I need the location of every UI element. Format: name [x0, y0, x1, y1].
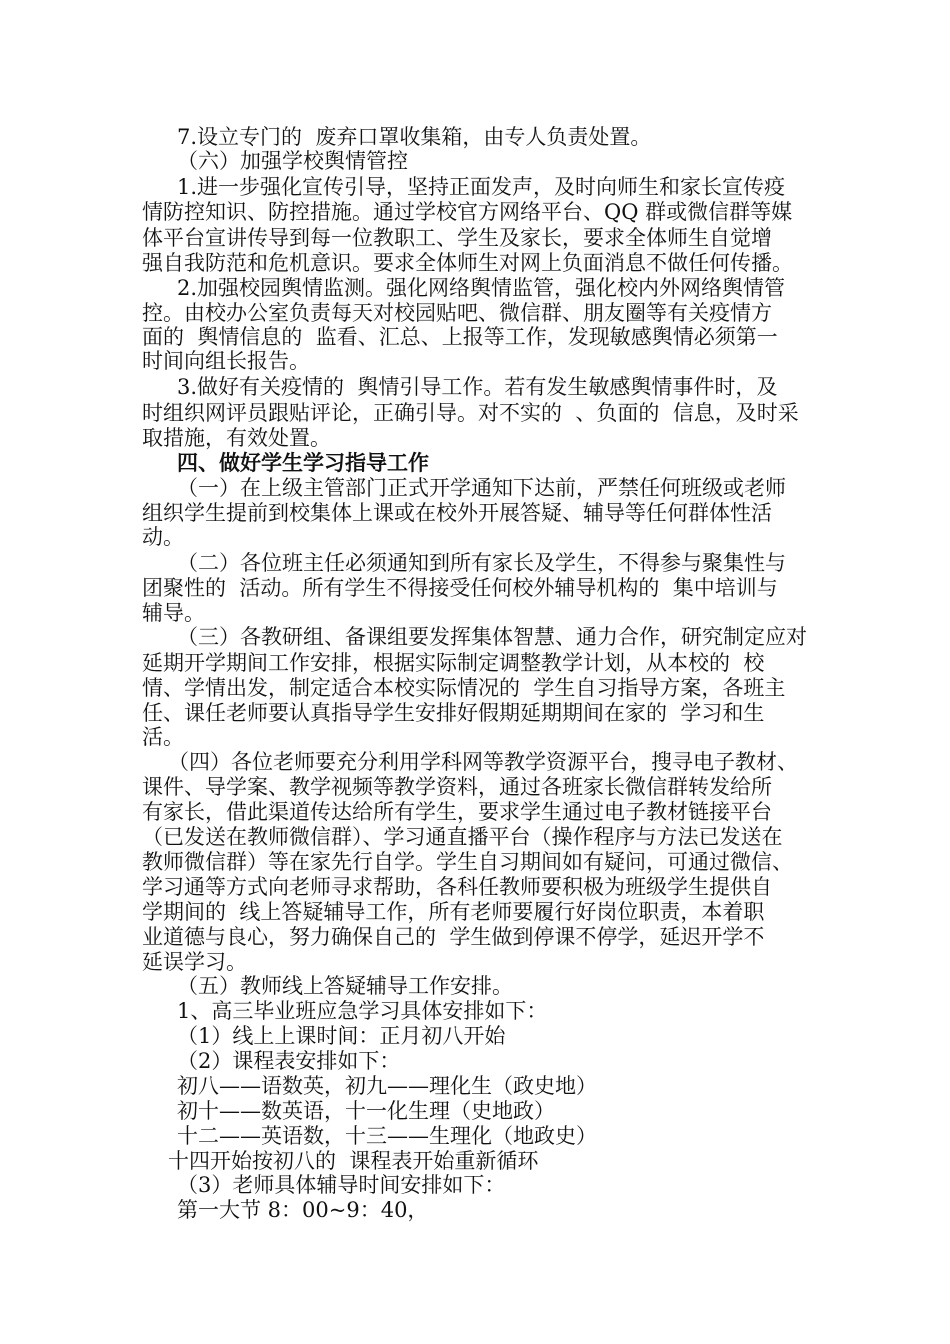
paragraph-line: 时间向组长报告。 [142, 349, 310, 373]
paragraph-line: 学期间的 线上答疑辅导工作，所有老师要履行好岗位职责，本着职 [142, 900, 765, 924]
paragraph-line: 1、高三毕业班应急学习具体安排如下： [177, 999, 548, 1023]
paragraph-line: 情、学情出发，制定适合本校实际情况的 学生自习指导方案，各班主 [142, 676, 786, 700]
paragraph-line: 取措施，有效处置。 [142, 426, 331, 450]
paragraph-line: 团聚性的 活动。所有学生不得接受任何校外辅导机构的 集中培训与 [142, 576, 778, 600]
paragraph-line: 1.进一步强化宣传引导，坚持正面发声，及时向师生和家长宣传疫 [177, 175, 786, 199]
schedule-line: 初八——语数英，初九——理化生（政史地） [177, 1074, 597, 1098]
paragraph-line: 3.做好有关疫情的 舆情引导工作。若有发生敏感舆情事件时，及 [177, 375, 778, 399]
paragraph-line: 控。由校办公室负责每天对校园贴吧、微信群、朋友圈等有关疫情方 [142, 301, 772, 325]
paragraph-line: 体平台宣讲传导到每一位教职工、学生及家长，要求全体师生自觉增 [142, 226, 772, 250]
paragraph-line: 面的 舆情信息的 监看、汇总、上报等工作，发现敏感舆情必须第一 [142, 325, 778, 349]
paragraph-line: 情防控知识、防控措施。通过学校官方网络平台、QQ 群或微信群等媒 [142, 200, 793, 224]
paragraph-line: （1）线上上课时间：正月初八开始 [177, 1024, 506, 1048]
paragraph-line: 业道德与良心，努力确保自己的 学生做到停课不停学，延迟开学不 [142, 925, 765, 949]
paragraph-line: 教师微信群）等在家先行自学。学生自习期间如有疑问，可通过微信、 [142, 850, 793, 874]
paragraph-line: 辅导。 [142, 601, 205, 625]
paragraph-line: 7.设立专门的 废弃口罩收集箱，由专人负责处置。 [177, 125, 652, 149]
schedule-line: 第一大节 8：00~9：40， [177, 1198, 429, 1222]
schedule-line: 初十——数英语，十一化生理（史地政） [177, 1099, 555, 1123]
paragraph-line: （三）各教研组、备课组要发挥集体智慧、通力合作，研究制定应对 [177, 625, 807, 649]
paragraph-line: 动。 [142, 525, 184, 549]
paragraph-line: 任、课任老师要认真指导学生安排好假期延期期间在家的 学习和生 [142, 701, 765, 725]
section-heading: （六）加强学校舆情管控 [177, 149, 408, 173]
paragraph-line: （3）老师具体辅导时间安排如下： [177, 1173, 506, 1197]
paragraph-line: 2.加强校园舆情监测。强化网络舆情监管，强化校内外网络舆情管 [177, 276, 786, 300]
paragraph-line: 课件、导学案、教学视频等教学资料，通过各班家长微信群转发给所 [142, 775, 772, 799]
paragraph-line: 延误学习。 [142, 950, 247, 974]
paragraph-line: 强自我防范和危机意识。要求全体师生对网上负面消息不做任何传播。 [142, 251, 793, 275]
chapter-heading: 四、做好学生学习指导工作 [177, 450, 429, 475]
paragraph-line: 时组织网评员跟贴评论，正确引导。对不实的 、负面的 信息，及时采 [142, 401, 799, 425]
paragraph-line: 组织学生提前到校集体上课或在校外开展答疑、辅导等任何群体性活 [142, 501, 772, 525]
schedule-line: 十二——英语数，十三——生理化（地政史） [177, 1124, 597, 1148]
paragraph-line: （已发送在教师微信群）、学习通直播平台（操作程序与方法已发送在 [142, 825, 783, 849]
paragraph-line: 有家长，借此渠道传达给所有学生，要求学生通过电子教材链接平台 [142, 800, 772, 824]
paragraph-line: 活。 [142, 725, 184, 749]
paragraph-line: （一）在上级主管部门正式开学通知下达前，严禁任何班级或老师 [177, 476, 786, 500]
schedule-line: 十四开始按初八的 课程表开始重新循环 [168, 1149, 539, 1173]
paragraph-line: （2）课程表安排如下： [177, 1049, 401, 1073]
paragraph-line: （二）各位班主任必须通知到所有家长及学生，不得参与聚集性与 [177, 551, 786, 575]
paragraph-line: （五）教师线上答疑辅导工作安排。 [177, 974, 513, 998]
paragraph-line: 延期开学期间工作安排，根据实际制定调整教学计划，从本校的 校 [142, 651, 765, 675]
paragraph-line: 学习通等方式向老师寻求帮助，各科任教师要积极为班级学生提供自 [142, 875, 772, 899]
paragraph-line: （四）各位老师要充分利用学科网等教学资源平台，搜寻电子教材、 [168, 750, 798, 774]
